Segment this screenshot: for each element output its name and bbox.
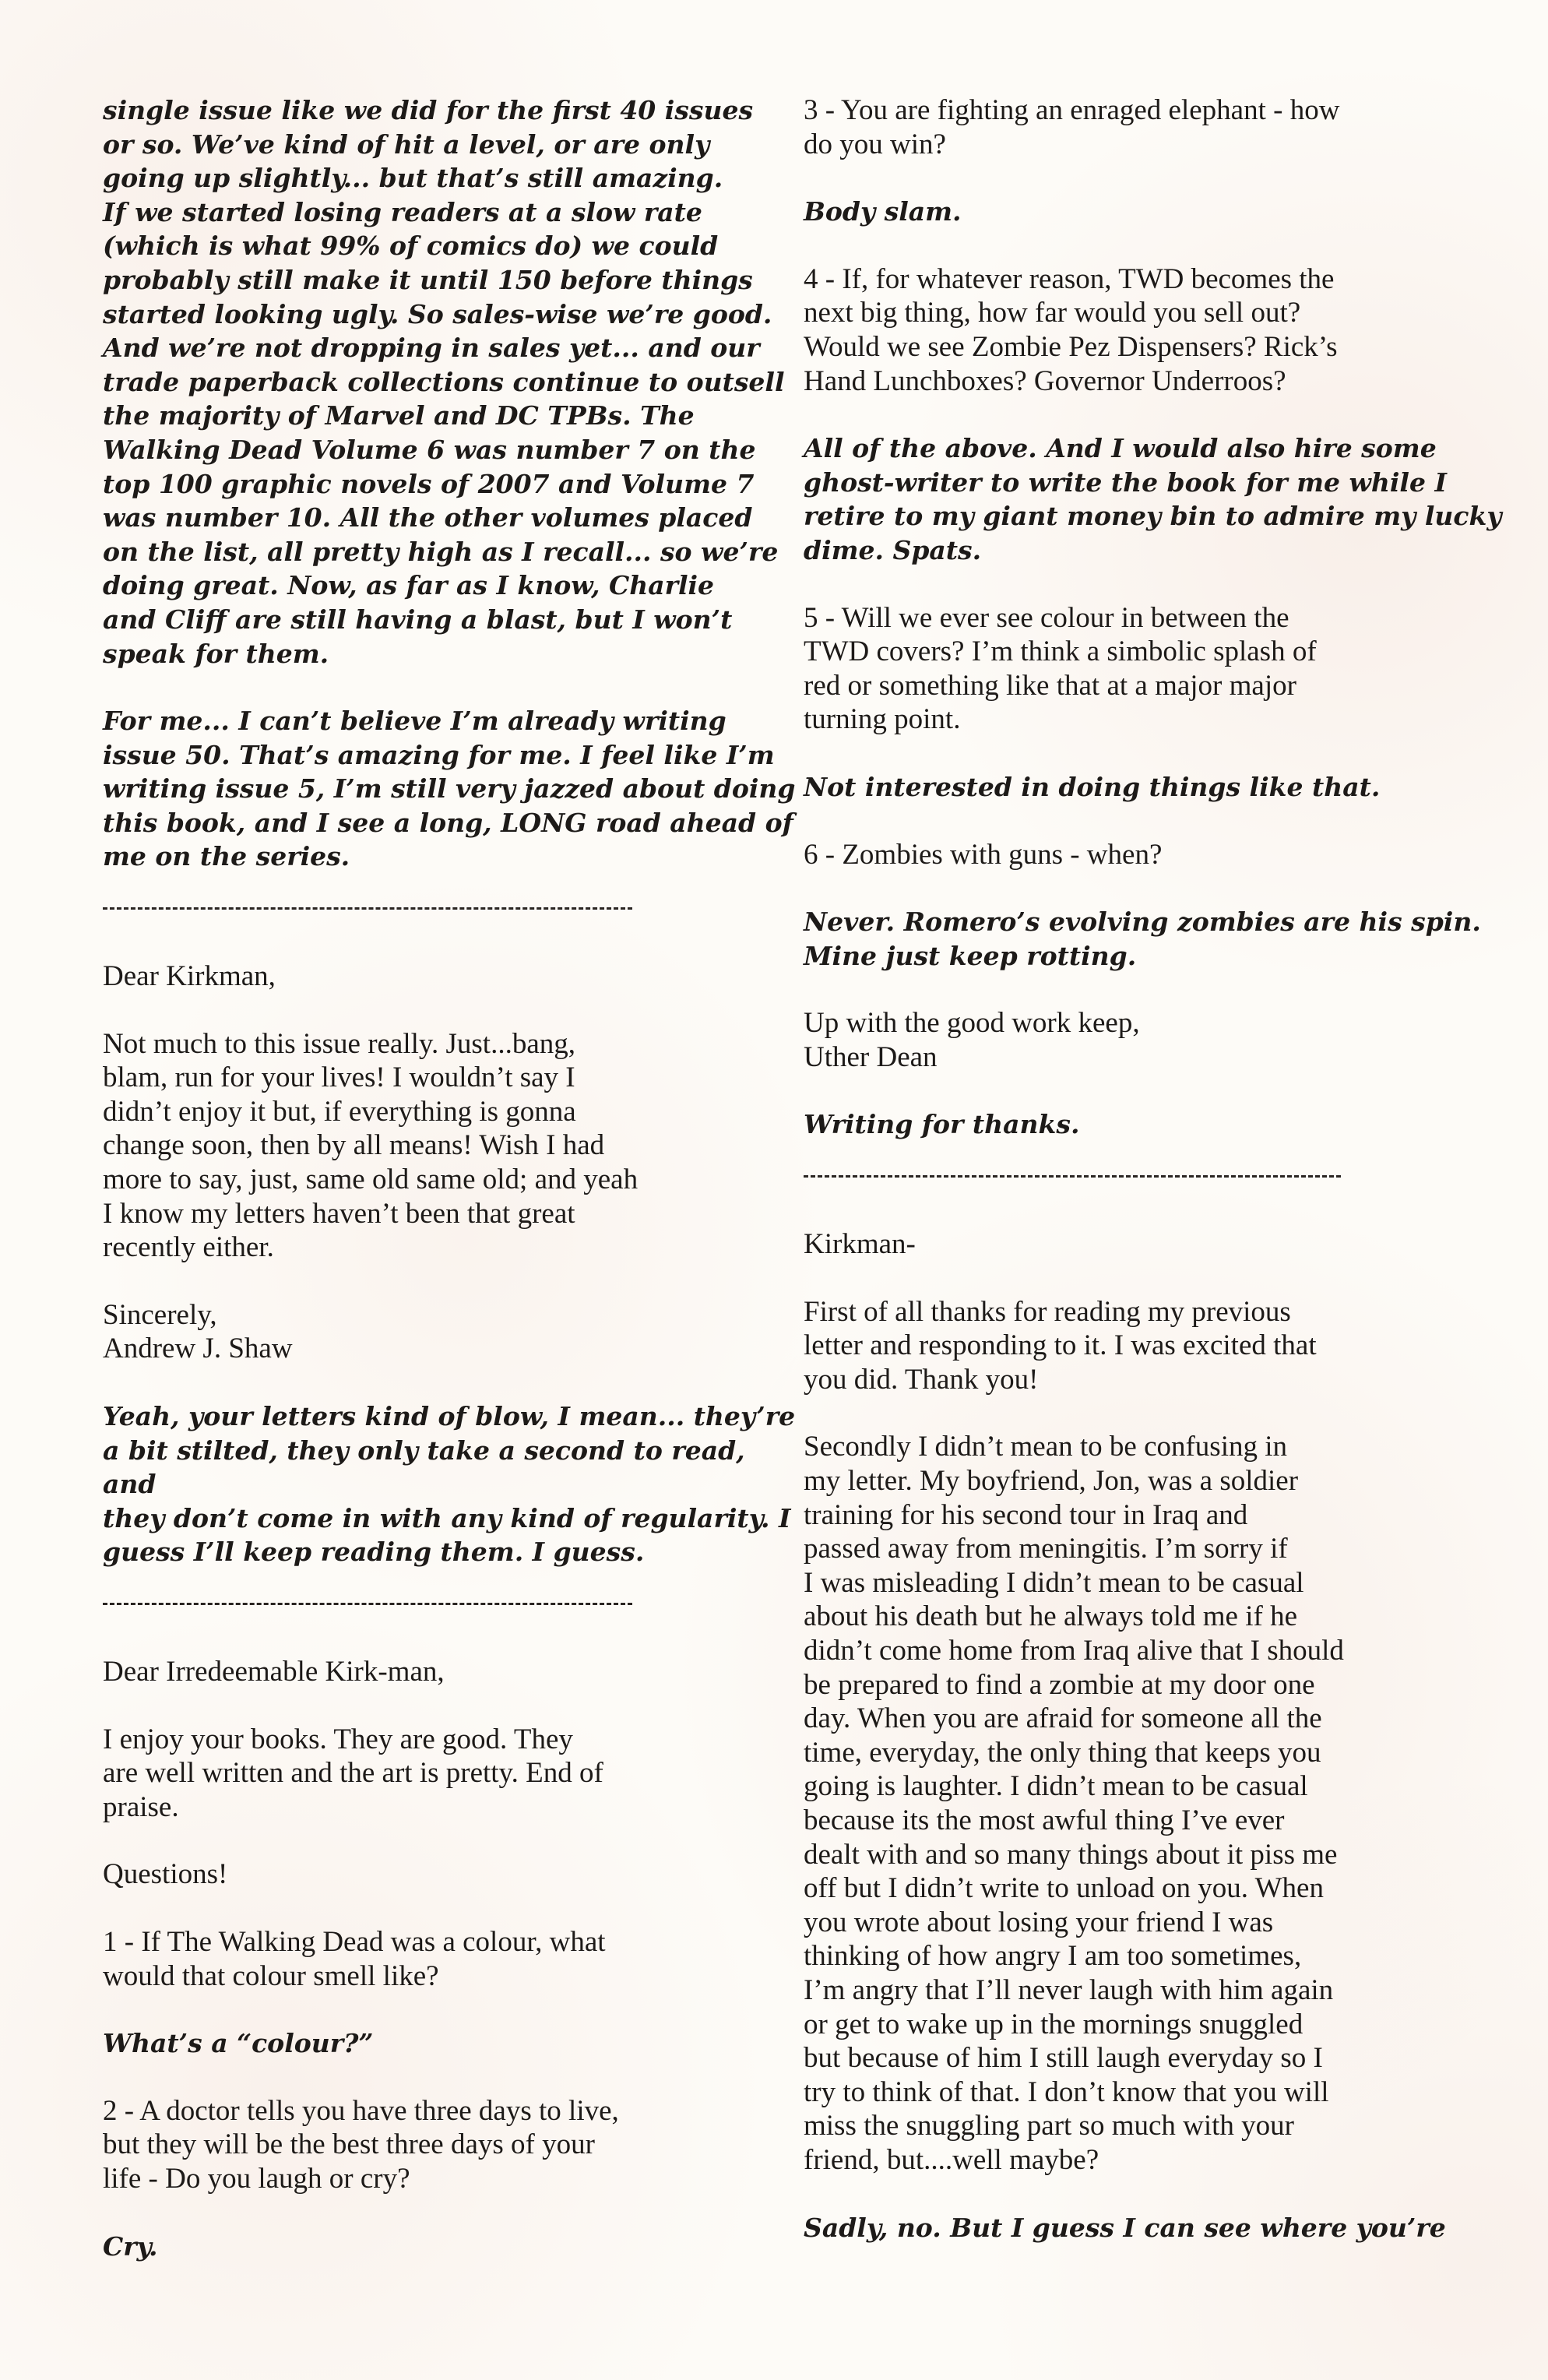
reader-letter: 4 - If, for whatever reason, TWD becomes the next big thing, how far would you sell out? Would we see Zombie Pez Dispensers? Rick’s Hand Lunchboxes? Governor Underroos?: [804, 262, 1338, 397]
editor-reply: Never. Romero’s evolving zombies are his spin. Mine just keep rotting.: [804, 907, 1481, 971]
reader-letter: 2 - A doctor tells you have three days to live, but they will be the best three days of your life - Do you laugh or cry?: [103, 2094, 619, 2195]
reader-letter: Up with the good work keep, Uther Dean: [804, 1007, 1140, 1073]
editor-reply: Not interested in doing things like that.: [804, 771, 1381, 802]
section-divider: [804, 1175, 1341, 1178]
reader-letter: Dear Kirkman,: [103, 960, 276, 993]
reader-letter: 3 - You are fighting an enraged elephant - how do you win?: [804, 94, 1340, 160]
reader-letter: Kirkman-: [804, 1228, 916, 1261]
editor-reply: Cry.: [103, 2230, 158, 2262]
reader-letter: 6 - Zombies with guns - when?: [804, 838, 1163, 871]
reader-letter: Secondly I didn’t mean to be confusing in my letter. My boyfriend, Jon, was a soldier training for his second tour in Iraq and passed away from meningitis. I’m sorry if I was misleading I didn’t mean to be casual about his death but he always told me if he didn’t come home from Iraq alive that I should be prepared to find a zombie at my door one day. When you are afraid for someone all the time, everyday, the only thing that keeps you going is laughter. I didn’t mean to be casual because its the most awful thing I’ve ever dealt with and so many things about it piss me off but I didn’t write to unload on you. When you wrote about losing your friend I was thinking of how angry I am too sometimes, I’m angry that I’ll never laugh with him again or get to wake up in the mornings snuggled but because of him I still laugh everyday so I try to think of that. I don’t know that you will miss the snuggling part so much with your friend, but....well maybe?: [804, 1431, 1344, 2176]
editor-reply: Yeah, your letters kind of blow, I mean... they’re a bit stilted, they only take a second to read, and they don’t come in with any kind of regularity. I guess I’ll keep reading them. I guess.: [103, 1401, 796, 1568]
reader-letter: I enjoy your books. They are good. They are well written and the art is pretty. End of praise.: [103, 1723, 603, 1823]
editor-reply: Writing for thanks.: [804, 1109, 1080, 1140]
section-divider: [103, 1603, 632, 1605]
editor-reply: Sadly, no. But I guess I can see where you’re: [804, 2212, 1446, 2243]
editor-reply: Body slam.: [804, 196, 962, 227]
editor-reply: All of the above. And I would also hire some ghost-writer to write the book for me while I retire to my giant money bin to admire my lucky dime. Spats.: [804, 433, 1502, 565]
left-column: [103, 93, 804, 2297]
reader-letter: 1 - If The Walking Dead was a colour, what would that colour smell like?: [103, 1925, 606, 1992]
reader-letter: 5 - Will we ever see colour in between the TWD covers? I’m think a simbolic splash of red or something like that at a major major turning point.: [804, 601, 1317, 736]
reader-letter: First of all thanks for reading my previous letter and responding to it. I was excited that you did. Thank you!: [804, 1295, 1317, 1396]
section-divider: [103, 907, 632, 910]
editor-reply: single issue like we did for the first 40 issues or so. We’ve kind of hit a level, or are only going up slightly... but that’s still amazing. If we started losing readers at a slow rate (which is what 99% of comics do) we could probably still make it until 150 before things started looking ugly. So sales-wise we’re good. And we’re not dropping in sales yet... and our trade paperback collections continue to outsell the majority of Marvel and DC TPBs. The Walking Dead Volume 6 was number 7 on the top 100 graphic novels of 2007 and Volume 7 was number 10. All the other volumes placed on the list, all pretty high as I recall... so we’re doing great. Now, as far as I know, Charlie and Cliff are still having a blast, but I won’t speak for them.: [103, 95, 785, 669]
reader-letter: Not much to this issue really. Just...bang, blam, run for your lives! I wouldn’t say I didn’t enjoy it but, if everything is gonna change soon, then by all means! Wish I had more to say, just, same old same old; and yeah I know my letters haven’t been that great recently either.: [103, 1027, 639, 1264]
reader-letter: Sincerely, Andrew J. Shaw: [103, 1298, 293, 1365]
editor-reply: For me... I can’t believe I’m already writing issue 50. That’s amazing for me. I feel like I’m writing issue 5, I’m still very jazzed about doing this book, and I see a long, LONG road ahead of me on the series.: [103, 706, 796, 872]
reader-letter: Questions!: [103, 1858, 228, 1891]
right-column: [804, 93, 1504, 2278]
editor-reply: What’s a “colour?”: [103, 2028, 374, 2059]
reader-letter: Dear Irredeemable Kirk-man,: [103, 1655, 445, 1688]
